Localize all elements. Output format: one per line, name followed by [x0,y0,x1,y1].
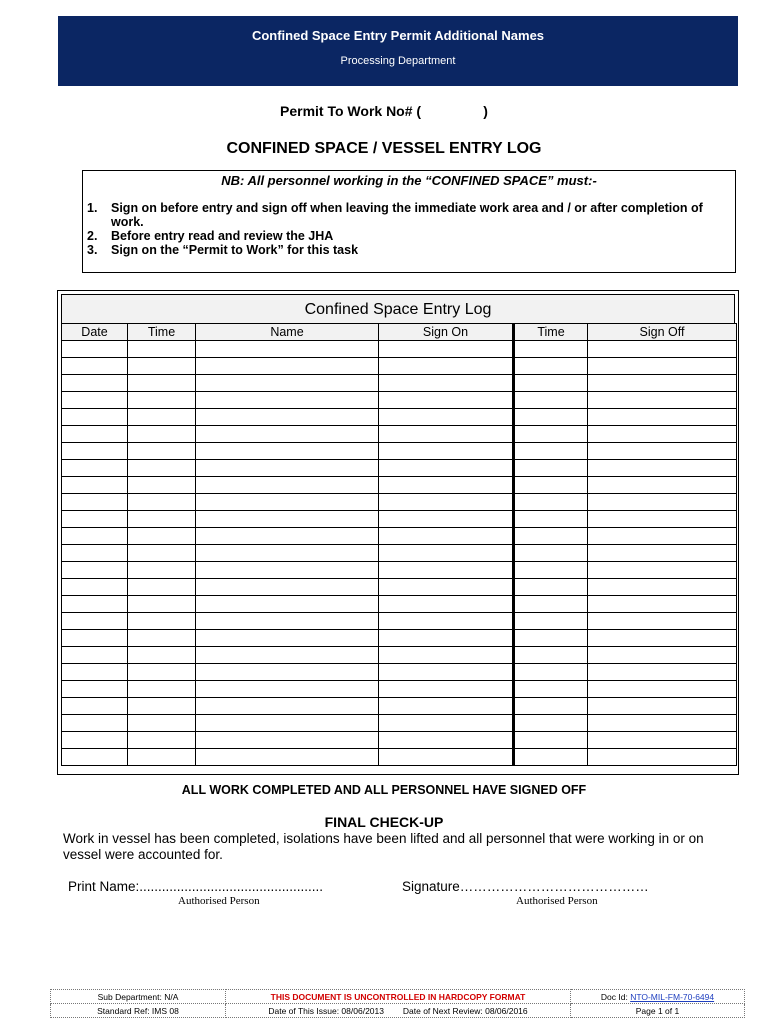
name-cell[interactable] [196,613,379,630]
time-in-cell[interactable] [128,630,196,647]
time-out-cell[interactable] [514,562,588,579]
time-in-cell[interactable] [128,715,196,732]
time-in-cell[interactable] [128,545,196,562]
time-out-cell[interactable] [514,630,588,647]
date-cell[interactable] [62,562,128,579]
time-in-cell[interactable] [128,562,196,579]
time-in-cell[interactable] [128,579,196,596]
time-out-cell[interactable] [514,409,588,426]
time-in-cell[interactable] [128,732,196,749]
sign-off-cell[interactable] [588,392,737,409]
table-row [62,375,737,392]
sign-on-cell[interactable] [379,392,514,409]
table-row [62,698,737,715]
name-cell[interactable] [196,409,379,426]
entry-log-header-row [62,324,737,341]
table-row [62,494,737,511]
sign-on-cell[interactable] [379,528,514,545]
time-in-cell[interactable] [128,494,196,511]
time-out-cell[interactable] [514,358,588,375]
name-cell[interactable] [196,460,379,477]
name-cell[interactable] [196,341,379,358]
name-cell[interactable] [196,698,379,715]
date-cell[interactable] [62,749,128,766]
date-cell[interactable] [62,698,128,715]
document-footer [50,989,745,1018]
time-in-cell[interactable] [128,477,196,494]
date-cell[interactable] [62,613,128,630]
sign-on-cell[interactable] [379,409,514,426]
time-out-cell[interactable] [514,477,588,494]
name-cell[interactable] [196,511,379,528]
department-name: Processing Department [340,55,456,67]
entry-log-title: Confined Space Entry Log [61,294,735,324]
column-header-sign-off: Sign Off [588,324,737,341]
date-cell[interactable] [62,630,128,647]
time-in-cell[interactable] [128,647,196,664]
name-cell[interactable] [196,732,379,749]
name-cell[interactable] [196,545,379,562]
notice-title: NB: All personnel working in the “CONFINED SPACE” must:- [221,173,597,188]
date-cell[interactable] [62,358,128,375]
name-cell[interactable] [196,596,379,613]
date-cell[interactable] [62,596,128,613]
sign-on-cell[interactable] [379,579,514,596]
name-cell[interactable] [196,477,379,494]
time-in-cell[interactable] [128,426,196,443]
name-cell[interactable] [196,443,379,460]
time-out-cell[interactable] [514,426,588,443]
sign-off-cell[interactable] [588,477,737,494]
sign-on-cell[interactable] [379,715,514,732]
sign-on-cell[interactable] [379,664,514,681]
sign-off-cell[interactable] [588,732,737,749]
doc-id-link[interactable]: NTO-MIL-FM-70-6494 [630,991,715,1002]
sign-off-cell[interactable] [588,664,737,681]
time-out-cell[interactable] [514,596,588,613]
sign-on-cell[interactable] [379,681,514,698]
sign-off-cell[interactable] [588,494,737,511]
print-name-caption: Authorised Person [178,895,260,907]
signature-field[interactable]: Signature…………………………………… [402,879,649,894]
time-out-cell[interactable] [514,511,588,528]
table-row [62,545,737,562]
column-header-sign-on: Sign On [379,324,514,341]
name-cell[interactable] [196,647,379,664]
date-cell[interactable] [62,494,128,511]
table-row [62,511,737,528]
form-title: Confined Space Entry Permit Additional Names [251,28,545,43]
completion-statement: ALL WORK COMPLETED AND ALL PERSONNEL HAVE SIGNED OFF [181,783,587,797]
notice-item: 3. Sign on the “Permit to Work” for this task [87,243,359,257]
sign-on-cell[interactable] [379,545,514,562]
sign-off-cell[interactable] [588,528,737,545]
sign-off-cell[interactable] [588,596,737,613]
time-in-cell[interactable] [128,698,196,715]
page-heading: CONFINED SPACE / VESSEL ENTRY LOG [226,140,542,157]
table-row [62,341,737,358]
sign-off-cell[interactable] [588,613,737,630]
column-header-name: Name [196,324,379,341]
sign-on-cell[interactable] [379,477,514,494]
time-out-cell[interactable] [514,460,588,477]
final-checkup-text: Work in vessel has been completed, isolations have been lifted and all personnel that were working in or on vessel were accounted for. [63,831,704,862]
name-cell[interactable] [196,562,379,579]
time-out-cell[interactable] [514,375,588,392]
time-in-cell[interactable] [128,681,196,698]
date-cell[interactable] [62,511,128,528]
sign-off-cell[interactable] [588,749,737,766]
date-cell[interactable] [62,715,128,732]
table-row [62,562,737,579]
sign-off-cell[interactable] [588,562,737,579]
date-cell[interactable] [62,545,128,562]
entry-log-panel [57,290,739,775]
sign-on-cell[interactable] [379,647,514,664]
date-cell[interactable] [62,460,128,477]
date-cell[interactable] [62,681,128,698]
name-cell[interactable] [196,579,379,596]
name-cell[interactable] [196,392,379,409]
sign-off-cell[interactable] [588,647,737,664]
time-out-cell[interactable] [514,579,588,596]
time-out-cell[interactable] [514,732,588,749]
sign-on-cell[interactable] [379,443,514,460]
table-row [62,596,737,613]
date-cell[interactable] [62,341,128,358]
time-in-cell[interactable] [128,375,196,392]
entry-log-table [61,323,737,766]
column-header-time-in: Time [128,324,196,341]
sign-off-cell[interactable] [588,460,737,477]
sign-on-cell[interactable] [379,460,514,477]
table-row [62,715,737,732]
time-out-cell[interactable] [514,494,588,511]
table-row [62,528,737,545]
sign-on-cell[interactable] [379,358,514,375]
time-out-cell[interactable] [514,681,588,698]
sign-on-cell[interactable] [379,732,514,749]
sign-off-cell[interactable] [588,511,737,528]
time-out-cell[interactable] [514,698,588,715]
table-row [62,749,737,766]
sign-off-cell[interactable] [588,579,737,596]
sign-off-cell[interactable] [588,630,737,647]
entry-log-body [62,341,737,766]
notice-list [87,201,731,257]
uncontrolled-notice: THIS DOCUMENT IS UNCONTROLLED IN HARDCOPY FORMAT [226,990,571,1004]
name-cell[interactable] [196,494,379,511]
time-in-cell[interactable] [128,528,196,545]
table-row [62,681,737,698]
table-row [62,732,737,749]
time-out-cell[interactable] [514,443,588,460]
date-cell[interactable] [62,647,128,664]
table-row [62,392,737,409]
date-cell[interactable] [62,664,128,681]
date-cell[interactable] [62,443,128,460]
time-out-cell[interactable] [514,545,588,562]
date-cell[interactable] [62,392,128,409]
table-row [62,443,737,460]
table-row [62,409,737,426]
footer-page-number: Page 1 of 1 [571,1004,745,1018]
time-out-cell[interactable] [514,528,588,545]
name-cell[interactable] [196,375,379,392]
name-cell[interactable] [196,358,379,375]
date-cell[interactable] [62,579,128,596]
table-row [62,477,737,494]
notice-item: 2. Before entry read and review the JHA [87,229,334,243]
name-cell[interactable] [196,715,379,732]
table-row [62,358,737,375]
signature-caption: Authorised Person [516,895,598,907]
table-row [62,426,737,443]
name-cell[interactable] [196,630,379,647]
print-name-field[interactable]: Print Name:................................................. [68,879,324,894]
sign-off-cell[interactable] [588,715,737,732]
footer-standard-ref: Standard Ref: IMS 08 [51,1004,226,1018]
name-cell[interactable] [196,426,379,443]
footer-doc-id: Doc Id: NTO-MIL-FM-70-6494 [571,990,745,1004]
time-in-cell[interactable] [128,749,196,766]
sign-on-cell[interactable] [379,341,514,358]
time-out-cell[interactable] [514,749,588,766]
table-row [62,613,737,630]
notice-box [82,170,736,273]
table-row [62,630,737,647]
sign-on-cell[interactable] [379,613,514,630]
time-in-cell[interactable] [128,511,196,528]
time-in-cell[interactable] [128,460,196,477]
sign-off-cell[interactable] [588,426,737,443]
time-out-cell[interactable] [514,715,588,732]
sign-off-cell[interactable] [588,375,737,392]
time-out-cell[interactable] [514,613,588,630]
column-header-date: Date [62,324,128,341]
time-in-cell[interactable] [128,613,196,630]
name-cell[interactable] [196,749,379,766]
footer-dates: Date of This Issue: 08/06/2013 Date of Next Review: 08/06/2016 [226,1004,571,1018]
date-cell[interactable] [62,375,128,392]
sign-on-cell[interactable] [379,596,514,613]
notice-item: 1. Sign on before entry and sign off when leaving the immediate work area and / or after completion of work. [87,201,703,229]
column-header-time-out: Time [514,324,588,341]
sign-on-cell[interactable] [379,562,514,579]
sign-on-cell[interactable] [379,426,514,443]
date-cell[interactable] [62,732,128,749]
time-in-cell[interactable] [128,409,196,426]
date-cell[interactable] [62,528,128,545]
time-in-cell[interactable] [128,596,196,613]
name-cell[interactable] [196,664,379,681]
permit-number-line: Permit To Work No# ( ) [280,103,488,119]
time-out-cell[interactable] [514,392,588,409]
sign-off-cell[interactable] [588,681,737,698]
time-in-cell[interactable] [128,443,196,460]
table-row [62,664,737,681]
sign-off-cell[interactable] [588,341,737,358]
time-in-cell[interactable] [128,392,196,409]
header-banner [58,16,738,86]
time-in-cell[interactable] [128,664,196,681]
table-row [62,579,737,596]
sign-on-cell[interactable] [379,511,514,528]
table-row [62,647,737,664]
name-cell[interactable] [196,681,379,698]
footer-sub-department: Sub Department: N/A [51,990,226,1004]
sign-on-cell[interactable] [379,698,514,715]
time-out-cell[interactable] [514,341,588,358]
sign-on-cell[interactable] [379,630,514,647]
sign-off-cell[interactable] [588,698,737,715]
sign-on-cell[interactable] [379,494,514,511]
date-cell[interactable] [62,426,128,443]
date-cell[interactable] [62,409,128,426]
time-in-cell[interactable] [128,341,196,358]
time-out-cell[interactable] [514,647,588,664]
time-out-cell[interactable] [514,664,588,681]
sign-off-cell[interactable] [588,545,737,562]
sign-off-cell[interactable] [588,443,737,460]
time-in-cell[interactable] [128,358,196,375]
sign-on-cell[interactable] [379,749,514,766]
table-row [62,460,737,477]
sign-off-cell[interactable] [588,358,737,375]
name-cell[interactable] [196,528,379,545]
date-cell[interactable] [62,477,128,494]
sign-on-cell[interactable] [379,375,514,392]
final-checkup-heading: FINAL CHECK-UP [324,814,444,830]
sign-off-cell[interactable] [588,409,737,426]
